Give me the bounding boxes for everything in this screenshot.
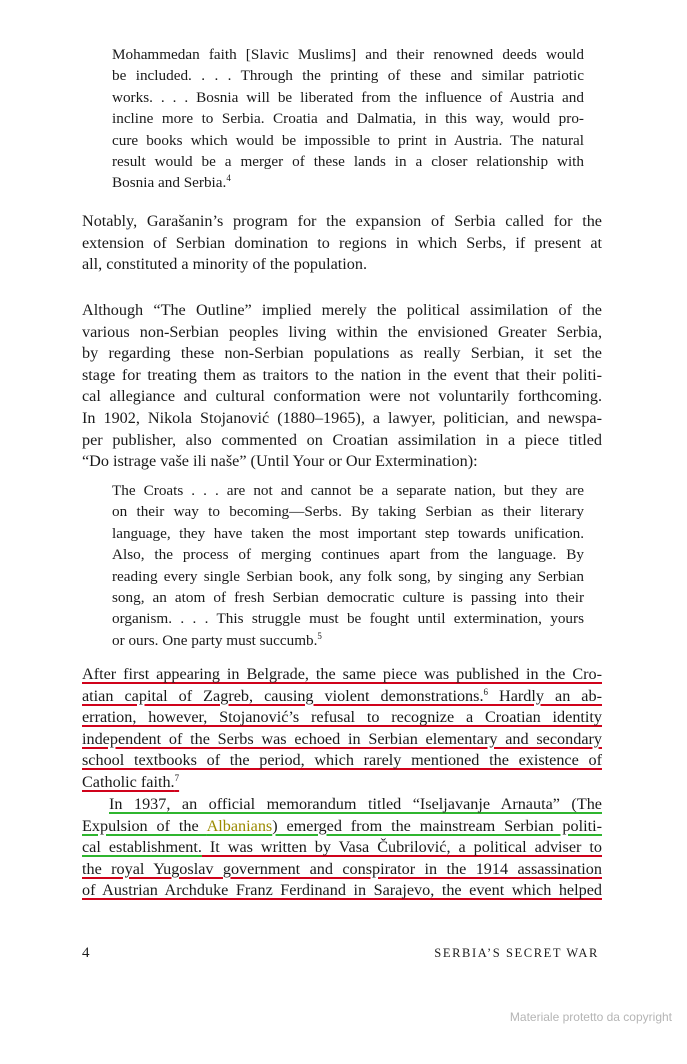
para4-line [82, 859, 602, 881]
underline-annotation: Expulsion of the Albanians) emerged from the mainstream Serbian politi- [82, 816, 602, 835]
quote1-line: incline more to Serbia. Croatia and Dalmatia, in this way, would pro- [112, 110, 584, 128]
paragraph-4 [82, 794, 602, 902]
footnote-marker: 7 [174, 772, 180, 783]
quote2-line: song, an atom of fresh Serbian democratic culture is passing into their [112, 589, 584, 607]
para2-line: cal allegiance and cultural conformation were not voluntarily forthcoming. [82, 387, 602, 406]
underline-annotation: school textbooks of the period, which rarely mentioned the existence of [82, 751, 602, 770]
para4-line [82, 794, 602, 816]
quote1-line: be included. . . . Through the printing of these and similar patriotic [112, 67, 584, 85]
footnote-marker: 5 [317, 630, 322, 641]
paragraph-3 [82, 664, 602, 794]
paragraph-2 [82, 300, 602, 473]
footnote-marker: 4 [226, 173, 231, 184]
underline-annotation: It was written by Vasa Čubrilović, a political adviser to [201, 838, 602, 857]
para3-line [82, 729, 602, 751]
para2-line: per publisher, also commented on Croatian assimilation in a piece titled [82, 430, 602, 449]
quote2-line: organism. . . . This struggle must be fought until extermination, yours [112, 610, 584, 628]
para3-line [82, 772, 602, 794]
para3-line [82, 664, 602, 686]
quote1-line: works. . . . Bosnia will be liberated from the influence of Austria and [112, 88, 584, 106]
quote2-line: on their way to becoming—Serbs. By taking Serbian as their literary [112, 503, 584, 521]
quote1-line: Bosnia and Serbia.$^4$ [112, 173, 231, 192]
paragraph-1 [82, 211, 602, 276]
para2-line: In 1902, Nikola Stojanović (1880–1965), a lawyer, politician, and newspa- [82, 408, 602, 427]
underline-annotation: After first appearing in Belgrade, the same piece was published in the Cro- [82, 665, 602, 683]
para4-line [82, 880, 602, 902]
para3-line [82, 686, 602, 708]
underline-annotation: In 1937, an official memorandum titled “Iseljavanje Arnauta” (The [109, 795, 602, 813]
para1-line: extension of Serbian domination to regions in which Serbs, if present at [82, 233, 602, 252]
para2-line: Although “The Outline” implied merely the political assimilation of the [82, 301, 602, 319]
quote2-line: The Croats . . . are not and cannot be a separate nation, but they are [112, 482, 584, 499]
block-quote-2 [112, 480, 584, 651]
copyright-watermark: Materiale protetto da copyright [509, 1010, 672, 1024]
underline-annotation: Catholic faith.$^7$ [82, 772, 180, 791]
underline-annotation: atian capital of Zagreb, causing violent demonstrations.$^6$ Hardly an ab- [82, 686, 602, 705]
underline-annotation: the royal Yugoslav government and conspirator in the 1914 assassination [82, 859, 602, 878]
para3-line [82, 750, 602, 772]
quote1-line: Mohammedan faith [Slavic Muslims] and their renowned deeds would [112, 46, 584, 63]
quote1-line: cure books which would be impossible to print in Austria. The natural [112, 131, 584, 149]
running-title: SERBIA’S SECRET WAR [434, 946, 599, 960]
para4-line [82, 816, 602, 838]
para3-line [82, 707, 602, 729]
quote2-line: or ours. One party must succumb.$^5$ [112, 630, 322, 649]
quote1-line: result would be a merger of these lands in a closer relationship with [112, 153, 584, 171]
quote2-line: Also, the process of merging continues apart from the language. By [112, 546, 584, 564]
para2-line: by regarding these non-Serbian populations as really Serbian, it set the [82, 344, 602, 363]
highlighted-word: Albanians [206, 816, 273, 835]
underline-annotation: erration, however, Stojanović’s refusal to recognize a Croatian identity [82, 708, 602, 727]
footnote-marker: 6 [483, 686, 488, 697]
underline-annotation: of Austrian Archduke Franz Ferdinand in Sarajevo, the event which helped [82, 881, 602, 900]
underline-annotation: cal establishment. [82, 838, 202, 857]
block-quote-1 [112, 44, 584, 194]
para2-line: stage for treating them as traitors to the nation in the event that their politi- [82, 365, 602, 384]
para2-line: “Do istrage vaše ili naše” (Until Your or Our Extermination): [82, 452, 478, 471]
quote2-line: reading every single Serbian book, any folk song, by singing any Serbian [112, 567, 584, 585]
quote2-line: language, they have taken the most important step towards unification. [112, 524, 584, 542]
para4-line [82, 837, 602, 859]
page-number: 4 [82, 945, 90, 961]
para2-line: various non-Serbian peoples living within the envisioned Greater Serbia, [82, 322, 602, 341]
para1-line: Notably, Garašanin’s program for the expansion of Serbia called for the [82, 212, 602, 230]
underline-annotation: independent of the Serbs was echoed in Serbian elementary and secondary [82, 729, 602, 748]
para1-line: all, constituted a minority of the population. [82, 255, 368, 274]
